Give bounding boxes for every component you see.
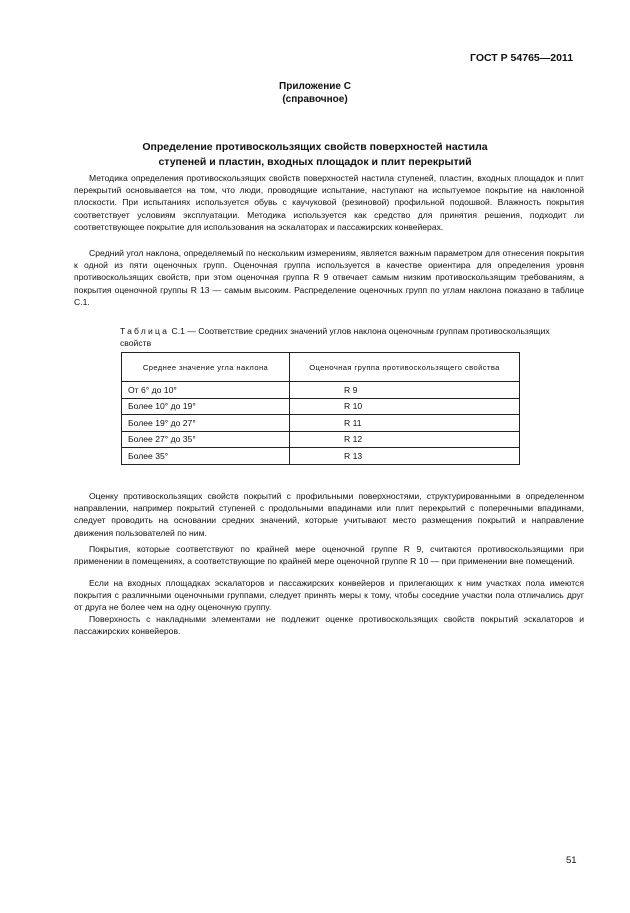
- table-row: [122, 448, 520, 465]
- table-header-row: [122, 353, 520, 382]
- table-caption-text: С.1 — Соответствие средних значений углов наклона оценочным группам противоскользящих свойств: [120, 326, 550, 348]
- section-title-line2: ступеней и пластин, входных площадок и плит перекрытий: [158, 156, 472, 168]
- angle-cell: Более 27° до 35°: [122, 431, 290, 448]
- section-title-line1: Определение противоскользящих свойств поверхностей настила: [142, 141, 488, 153]
- paragraph-3: Оценку противоскользящих свойств покрытий с профильными поверхностями, структурированными в определенном направлении, например покрытий ступеней с продольными впадинами или плит перекрытий с поперечными впадинами, следует проводить на основании средних значений, которые учитывают место размещения покрытий и направление движения пользователей по ним.: [74, 491, 584, 538]
- appendix-heading: [0, 80, 630, 106]
- paragraph-2: Средний угол наклона, определяемый по нескольким измерениям, является важным параметром для отнесения покрытия к одной из пяти оценочных групп. Оценочная группа используется в качестве ориентира для определения уровня противоскользящих свойств, при этом оценочная группа R 9 отвечает самым низким противоскользящим требованиям, а покрытия оценочной группы R 13 — самым высоким. Распределение оценочных групп по углам наклона показано в таблице С.1.: [74, 248, 584, 307]
- page-number: 51: [566, 855, 577, 866]
- table-row: [122, 382, 520, 399]
- group-cell: R 13: [290, 448, 520, 465]
- slope-rating-table: [121, 352, 520, 465]
- table-row: [122, 431, 520, 448]
- table-row: [122, 415, 520, 432]
- appendix-note: (справочное): [282, 94, 348, 105]
- table-row: [122, 398, 520, 415]
- paragraph-4: Покрытия, которые соответствуют по крайней мере оценочной группе R 9, считаются противоскользящими при применении в помещениях, а соответствующие по крайней мере оценочной группе R 10 — при применении вне помещений.: [74, 544, 584, 567]
- group-cell: R 10: [290, 398, 520, 415]
- paragraph-5: Если на входных площадках эскалаторов и пассажирских конвейеров и прилегающих к ним участках пола имеются покрытия с различными оценочными группами, следует принять меры к тому, чтобы соседние участки пола отличались друг от друга не более чем на одну оценочную группу.: [74, 578, 584, 613]
- appendix-label: Приложение С: [279, 81, 351, 92]
- angle-cell: Более 10° до 19°: [122, 398, 290, 415]
- angle-cell: Более 19° до 27°: [122, 415, 290, 432]
- angle-cell: Более 35°: [122, 448, 290, 465]
- group-cell: R 12: [290, 431, 520, 448]
- group-cell: R 9: [290, 382, 520, 399]
- table-caption-prefix: Таблица: [120, 326, 170, 336]
- standard-number: ГОСТ Р 54765—2011: [470, 52, 574, 64]
- column-header-group: Оценочная группа противоскользящего свойства: [290, 353, 520, 382]
- section-title: [0, 140, 630, 170]
- table-caption: [120, 325, 550, 349]
- group-cell: R 11: [290, 415, 520, 432]
- paragraph-1: Методика определения противоскользящих свойств поверхностей настила ступеней, пластин, входных площадок и плит перекрытий основывается на том, что люди, проводящие испытание, наступают на испытуемое покрытие на наклонной плоскости. При испытаниях используется обувь с каучуковой (резиновой) профильной подошвой. Влажность покрытия соответствует условиям эксплуатации. Методика используется как средство для принятия решения, подходит ли соответствующее покрытие для использования на эскалаторах и пассажирских конвейерах.: [74, 173, 584, 232]
- paragraph-6: Поверхность с накладными элементами не подлежит оценке противоскользящих свойств покрытий эскалаторов и пассажирских конвейеров.: [74, 614, 584, 637]
- angle-cell: От 6° до 10°: [122, 382, 290, 399]
- column-header-angle: Среднее значение угла наклона: [122, 353, 290, 382]
